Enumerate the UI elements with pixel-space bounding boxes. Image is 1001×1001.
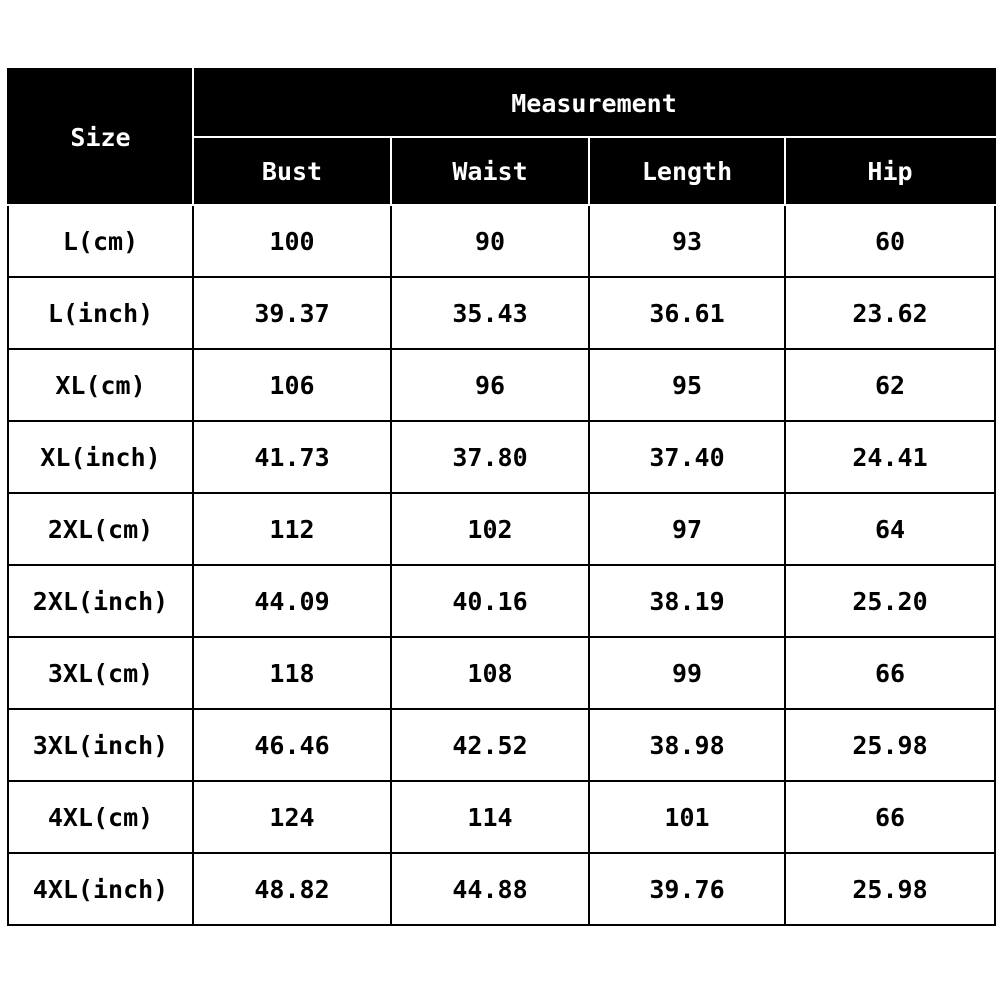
header-row-top <box>8 69 995 137</box>
bust-cell: 48.82 <box>193 853 391 925</box>
bust-cell: 100 <box>193 205 391 277</box>
length-cell: 101 <box>589 781 785 853</box>
length-cell: 99 <box>589 637 785 709</box>
hip-cell: 64 <box>785 493 995 565</box>
size-column-header: Size <box>8 69 193 205</box>
column-header-bust: Bust <box>193 137 391 205</box>
column-header-length: Length <box>589 137 785 205</box>
hip-cell: 24.41 <box>785 421 995 493</box>
size-cell: L(cm) <box>8 205 193 277</box>
table-row <box>8 349 995 421</box>
length-cell: 97 <box>589 493 785 565</box>
bust-cell: 112 <box>193 493 391 565</box>
waist-cell: 108 <box>391 637 589 709</box>
measurement-header: Measurement <box>193 69 995 137</box>
waist-cell: 37.80 <box>391 421 589 493</box>
length-cell: 39.76 <box>589 853 785 925</box>
hip-cell: 25.20 <box>785 565 995 637</box>
bust-cell: 46.46 <box>193 709 391 781</box>
waist-cell: 96 <box>391 349 589 421</box>
size-chart-table <box>7 68 996 926</box>
waist-cell: 90 <box>391 205 589 277</box>
table-header <box>8 69 995 205</box>
column-header-waist: Waist <box>391 137 589 205</box>
size-cell: 3XL(cm) <box>8 637 193 709</box>
waist-cell: 35.43 <box>391 277 589 349</box>
table-row <box>8 709 995 781</box>
size-cell: L(inch) <box>8 277 193 349</box>
bust-cell: 39.37 <box>193 277 391 349</box>
bust-cell: 44.09 <box>193 565 391 637</box>
length-cell: 38.98 <box>589 709 785 781</box>
length-cell: 36.61 <box>589 277 785 349</box>
table-row <box>8 493 995 565</box>
size-cell: 3XL(inch) <box>8 709 193 781</box>
size-cell: 2XL(cm) <box>8 493 193 565</box>
length-cell: 37.40 <box>589 421 785 493</box>
table-row <box>8 637 995 709</box>
waist-cell: 42.52 <box>391 709 589 781</box>
table-row <box>8 421 995 493</box>
bust-cell: 106 <box>193 349 391 421</box>
table-row <box>8 565 995 637</box>
waist-cell: 44.88 <box>391 853 589 925</box>
length-cell: 95 <box>589 349 785 421</box>
size-cell: 4XL(cm) <box>8 781 193 853</box>
hip-cell: 66 <box>785 781 995 853</box>
table-row <box>8 853 995 925</box>
waist-cell: 114 <box>391 781 589 853</box>
waist-cell: 40.16 <box>391 565 589 637</box>
hip-cell: 62 <box>785 349 995 421</box>
bust-cell: 124 <box>193 781 391 853</box>
hip-cell: 66 <box>785 637 995 709</box>
size-cell: XL(inch) <box>8 421 193 493</box>
hip-cell: 60 <box>785 205 995 277</box>
waist-cell: 102 <box>391 493 589 565</box>
size-cell: 4XL(inch) <box>8 853 193 925</box>
hip-cell: 25.98 <box>785 853 995 925</box>
size-cell: XL(cm) <box>8 349 193 421</box>
table-row <box>8 277 995 349</box>
hip-cell: 25.98 <box>785 709 995 781</box>
hip-cell: 23.62 <box>785 277 995 349</box>
bust-cell: 41.73 <box>193 421 391 493</box>
table-row <box>8 205 995 277</box>
size-cell: 2XL(inch) <box>8 565 193 637</box>
column-header-hip: Hip <box>785 137 995 205</box>
length-cell: 93 <box>589 205 785 277</box>
length-cell: 38.19 <box>589 565 785 637</box>
table-body <box>8 205 995 925</box>
bust-cell: 118 <box>193 637 391 709</box>
table-row <box>8 781 995 853</box>
